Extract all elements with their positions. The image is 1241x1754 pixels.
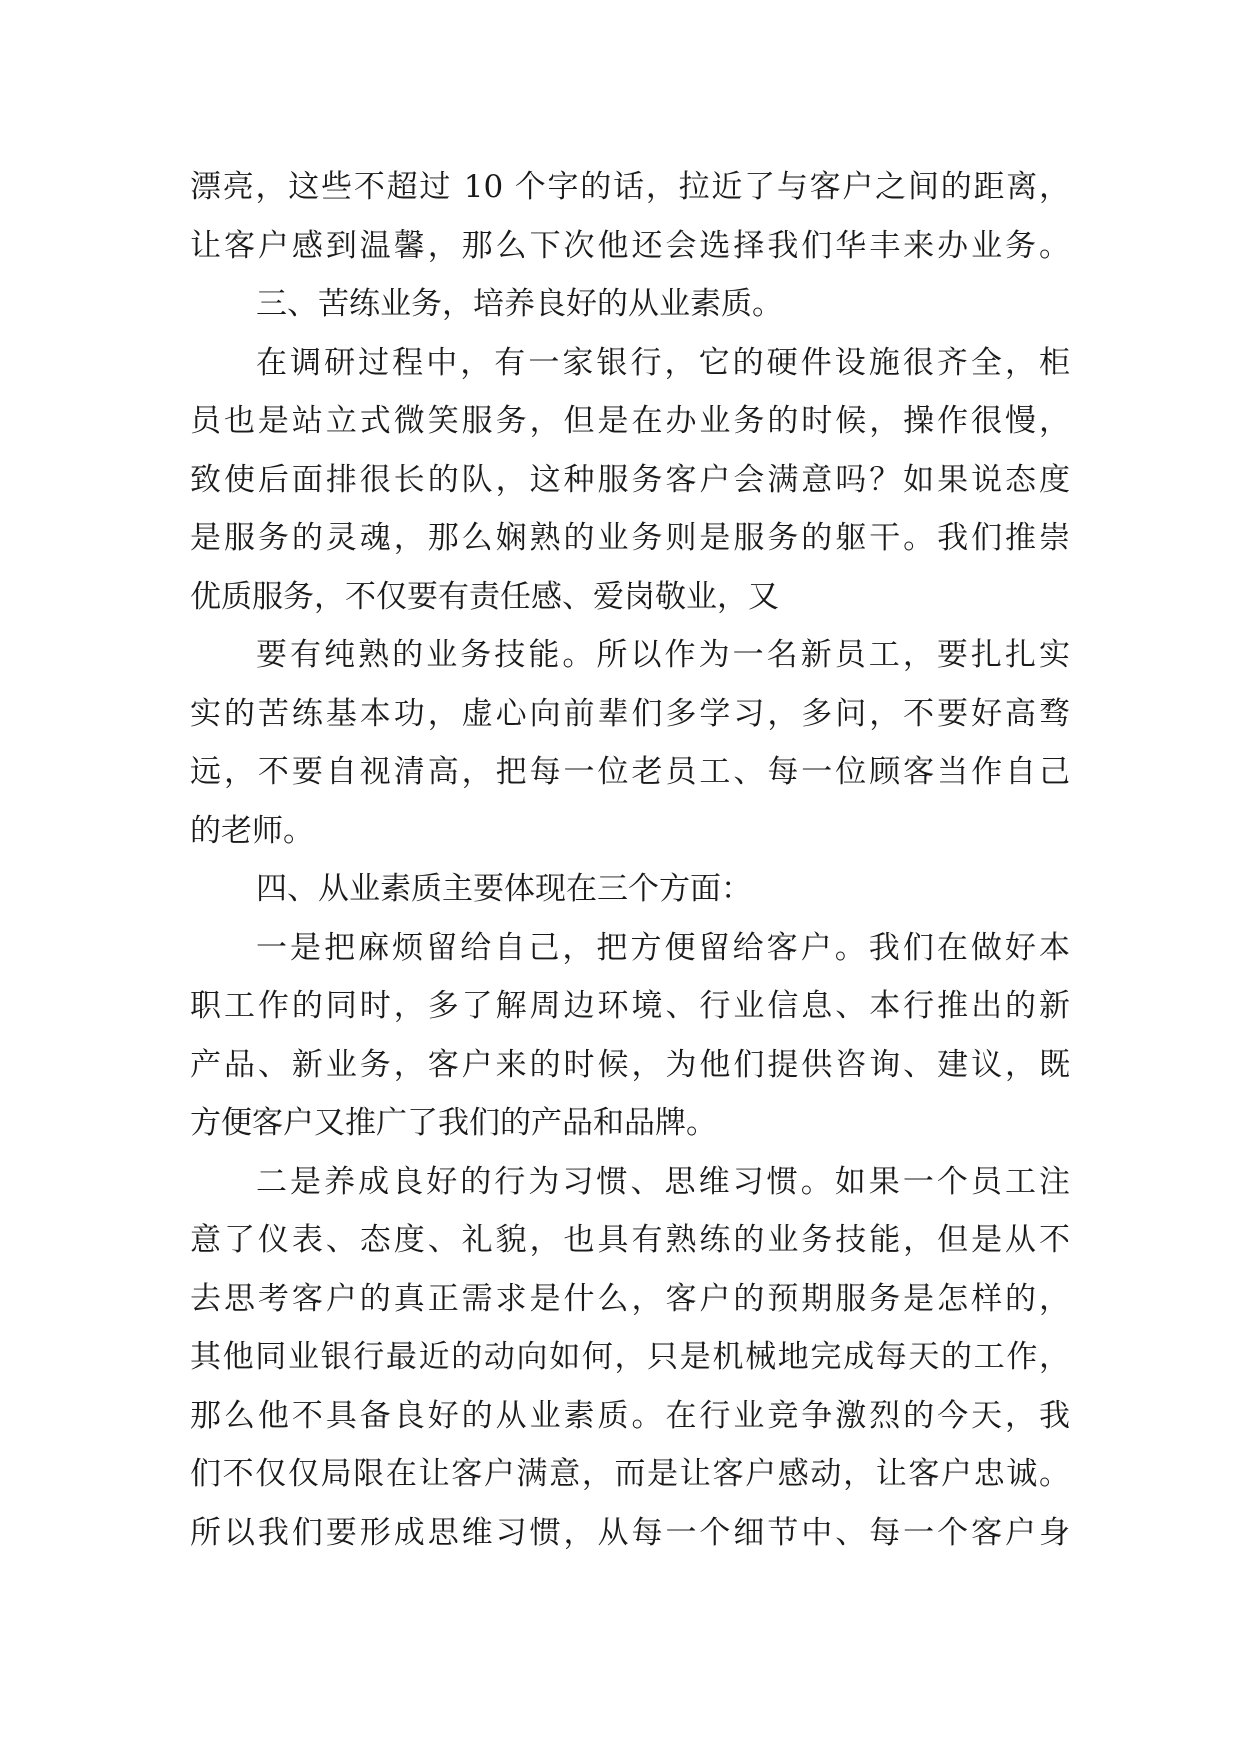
text-line: 优质服务，不仅要有责任感、爱岗敬业，又 — [190, 578, 779, 615]
text-line: 其他同业银行最近的动向如何，只是机械地完成每天的工作， — [190, 1339, 1070, 1375]
text-line: 漂亮，这些不超过 10 个字的话，拉近了与客户之间的距离， — [190, 169, 1070, 205]
text-line: 职工作的同时，多了解周边环境、行业信息、本行推出的新 — [190, 988, 1070, 1024]
text-line: 方便客户又推广了我们的产品和品牌。 — [190, 1105, 717, 1141]
text-line: 所以我们要形成思维习惯，从每一个细节中、每一个客户身 — [190, 1514, 1070, 1551]
text-line: 是服务的灵魂，那么娴熟的业务则是服务的躯干。我们推崇 — [190, 520, 1070, 556]
text-line: 一是把麻烦留给自己，把方便留给客户。我们在做好本 — [256, 929, 1070, 966]
text-line: 在调研过程中，有一家银行，它的硬件设施很齐全，柜 — [256, 344, 1070, 381]
text-line: 去思考客户的真正需求是什么，客户的预期服务是怎样的， — [190, 1280, 1070, 1317]
text-line: 那么他不具备良好的从业素质。在行业竞争激烈的今天，我 — [190, 1397, 1070, 1434]
text-line: 们不仅仅局限在让客户满意，而是让客户感动，让客户忠诚。 — [190, 1456, 1070, 1492]
text-line: 实的苦练基本功，虚心向前辈们多学习，多问，不要好高骛 — [190, 695, 1070, 732]
text-line: 远，不要自视清高，把每一位老员工、每一位顾客当作自己 — [190, 754, 1070, 790]
text-line: 员也是站立式微笑服务，但是在办业务的时候，操作很慢， — [190, 403, 1070, 439]
text-line: 意了仪表、态度、礼貌，也具有熟练的业务技能，但是从不 — [190, 1222, 1070, 1258]
document-body — [190, 158, 1070, 1562]
section-heading: 三、苦练业务，培养良好的从业素质。 — [256, 286, 783, 322]
text-line: 致使后面排很长的队，这种服务客户会满意吗？如果说态度 — [190, 461, 1070, 498]
section-heading: 四、从业素质主要体现在三个方面： — [256, 871, 752, 907]
text-line: 让客户感到温馨，那么下次他还会选择我们华丰来办业务。 — [190, 227, 1070, 264]
text-line: 产品、新业务，客户来的时候，为他们提供咨询、建议，既 — [190, 1046, 1070, 1083]
text-line: 要有纯熟的业务技能。所以作为一名新员工，要扎扎实 — [256, 637, 1070, 673]
text-line: 二是养成良好的行为习惯、思维习惯。如果一个员工注 — [256, 1163, 1070, 1200]
text-line: 的老师。 — [190, 812, 314, 849]
